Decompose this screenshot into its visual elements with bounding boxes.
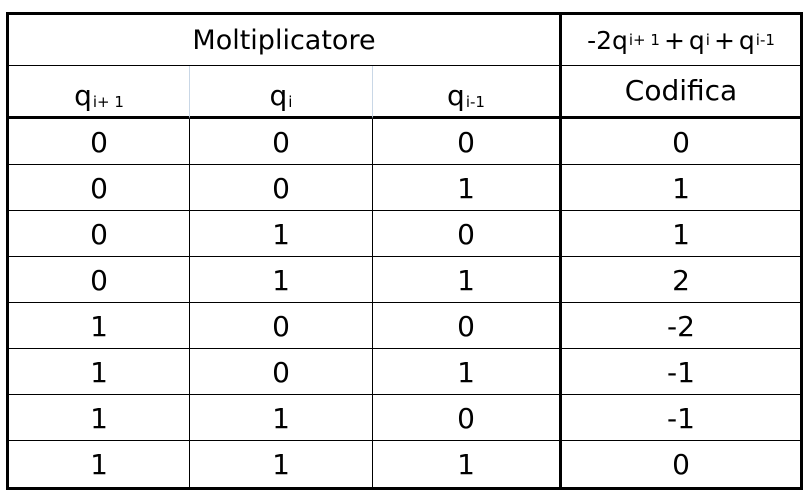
table-cell: 0 [190,165,373,211]
table-cell: 1 [9,349,190,395]
table-cell: 0 [9,211,190,257]
formula-plus-2: + [713,25,735,55]
table-cell: 0 [190,119,373,165]
table-cell: 1 [373,441,562,487]
column-header-base: q [447,79,465,112]
table-cell-codifica: -1 [562,395,800,441]
column-header-sub: i-1 [465,93,485,111]
column-header-q-i-minus-1 [373,66,562,119]
formula-sub-2: i [705,30,710,49]
table-cell: 1 [9,395,190,441]
column-header-q-i-plus-1 [9,66,190,119]
formula-sub-1: i+ 1 [628,30,660,49]
table-cell-codifica: 2 [562,257,800,303]
table-cell-codifica: 1 [562,165,800,211]
column-header-sub: i [288,93,293,111]
table-cell: 1 [190,257,373,303]
table-cell: 0 [373,395,562,441]
formula-term-3: q [738,25,755,55]
table-cell-codifica: 0 [672,448,690,481]
table-cell: 0 [373,303,562,349]
table-cell: 0 [9,119,190,165]
table-cell: 0 [9,165,190,211]
table-cell-codifica: 0 [562,119,800,165]
table-cell-codifica: -2 [562,303,800,349]
table-cell: 1 [373,165,562,211]
column-header-codifica: Codifica [562,66,800,119]
table-cell: 0 [373,211,562,257]
multiplier-title: Moltiplicatore [9,15,562,66]
table-cell: 1 [190,441,373,487]
column-header-base: q [269,79,288,112]
table-cell: 1 [190,211,373,257]
column-header-sub: i+ 1 [92,93,124,111]
table-cell-codifica: -1 [562,349,800,395]
table-cell: 0 [190,349,373,395]
table-cell: 0 [373,119,562,165]
formula-header [562,15,800,66]
formula-sub-3: i-1 [755,30,775,49]
table-cell: 1 [9,303,190,349]
column-header-q-i [190,66,373,119]
table-cell: 1 [9,441,190,487]
formula-plus-1: + [663,25,685,55]
table-cell: 1 [190,395,373,441]
table-cell: 0 [9,257,190,303]
formula-term-1: -2q [587,25,628,55]
table-cell: 1 [373,257,562,303]
column-header-base: q [74,79,92,112]
formula-term-2: q [688,25,705,55]
table-cell: 1 [373,349,562,395]
booth-encoding-table [6,12,803,490]
table-cell: 0 [190,303,373,349]
table-cell-codifica: 1 [562,211,800,257]
